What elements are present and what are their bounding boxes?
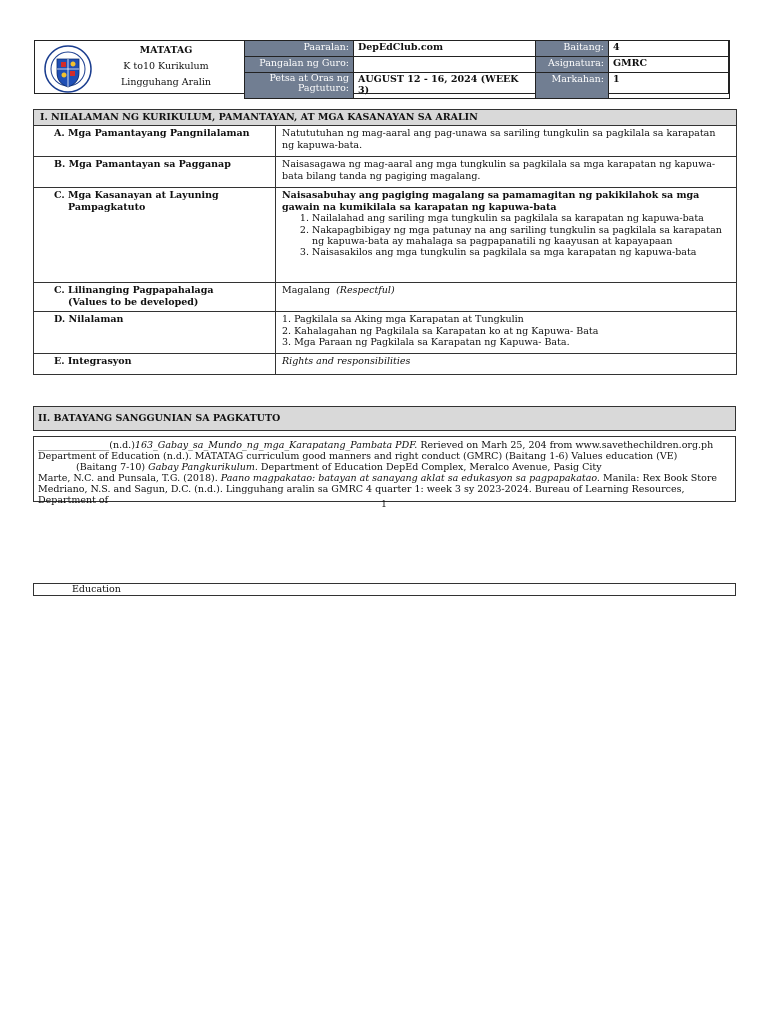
section-2-title: II. BATAYANG SANGGUNIAN SA PAGKATUTO bbox=[34, 407, 736, 431]
baitang-label: Baitang: bbox=[536, 41, 609, 57]
baitang-value: 4 bbox=[609, 41, 730, 57]
row-b-label: B. Mga Pamantayan sa Pagganap bbox=[34, 157, 276, 188]
reference-4: Medriano, N.S. and Sagun, D.C. (n.d.). Lingguhang aralin sa GMRC 4 quarter 1: week 3 sy 2023-2024. Bureau of Learning Resources, Department of bbox=[38, 484, 685, 506]
values-text-english: (Respectful) bbox=[336, 285, 395, 297]
row-c-label-line1: C. Mga Kasanayan at Layuning bbox=[54, 190, 219, 202]
row-values-label bbox=[34, 283, 276, 312]
objective-item: 1. Nailalahad ang sariling mga tungkulin sa pagkilala sa karapatan ng kapuwa-bata bbox=[312, 213, 730, 224]
reference-2 bbox=[38, 462, 731, 473]
objective-item: 2. Nakapagbibigay ng mga patunay na ang sariling tungkulin sa pagkilala sa karapatan ng kapuwa-bata ay mahalaga sa pagpapanatili ng kaayusan at kapayapaan bbox=[312, 225, 730, 248]
row-values-value bbox=[276, 283, 737, 312]
asignatura-value: GMRC bbox=[609, 57, 730, 73]
row-values-label-line2: (Values to be developed) bbox=[68, 296, 199, 308]
curriculum-section-table bbox=[33, 109, 737, 375]
reference-continuation: Education bbox=[33, 583, 736, 596]
brand-subtitle: Lingguhang Aralin bbox=[120, 77, 211, 88]
guro-value bbox=[354, 57, 536, 73]
reference-3 bbox=[38, 473, 731, 484]
deped-seal-icon bbox=[44, 45, 92, 93]
content-item: 1. Pagkilala sa Aking mga Karapatan at Tungkulin bbox=[282, 314, 524, 326]
row-a-label: A. Mga Pamantayang Pangnilalaman bbox=[34, 126, 276, 157]
brand-curriculum: K to10 Kurikulum bbox=[123, 61, 209, 72]
references-section-table bbox=[33, 406, 736, 431]
reference-3-authors: Marte, N.C. and Punsala, T.G. (2018). bbox=[38, 473, 221, 484]
reference-2-title: Gabay Pangkurikulum. bbox=[148, 462, 258, 473]
reference-1-title: 163_Gabay_sa_Mundo_ng_mga_Karapatang_Pambata PDF. bbox=[134, 440, 418, 451]
values-text: Magalang bbox=[282, 285, 331, 297]
reference-1-blank: _______________(n.d.) bbox=[38, 440, 135, 451]
row-c-intro: Naisasabuhay ang pagiging magalang sa pamamagitan ng pakikilahok sa mga gawain na kumikilala sa karapatan ng kapuwa-bata bbox=[282, 190, 700, 213]
row-c-label-line2: Pampagkatuto bbox=[68, 201, 146, 213]
reference-3-publisher: Manila: Rex Book Store bbox=[599, 473, 718, 484]
row-b-value: Naisasagawa ng mag-aaral ang mga tungkulin sa pagkilala sa mga karapatan ng kapuwa-bata bilang tanda ng pagiging magalang. bbox=[276, 157, 737, 188]
markahan-label: Markahan: bbox=[536, 73, 609, 99]
row-d-value bbox=[276, 312, 737, 354]
page-number: 1 bbox=[381, 500, 387, 510]
row-a-value: Natututuhan ng mag-aaral ang pag-unawa sa sariling tungkulin sa pagkilala sa karapatan ng kapuwa-bata. bbox=[276, 126, 737, 157]
content-item: 3. Mga Paraan ng Pagkilala sa Karapatan ng Kapuwa- Bata. bbox=[282, 337, 570, 349]
row-e-value: Rights and responsibilities bbox=[276, 354, 737, 375]
objective-item: 3. Naisasakilos ang mga tungkulin sa pagkilala sa mga karapatan ng kapuwa-bata bbox=[312, 247, 730, 258]
row-c-objectives-list bbox=[282, 213, 730, 259]
reference-1-rest: Rerieved on Marh 25, 204 from www.savethechildren.org.ph Department of Education (n.d.). MATATAG curriculum good manners and right conduct (GMRC) (Baitang 1-6) Values education (VE) bbox=[38, 440, 714, 462]
header-info-table bbox=[244, 40, 730, 99]
brand-block bbox=[112, 43, 220, 91]
guro-label: Pangalan ng Guro: bbox=[245, 57, 354, 73]
row-c-value bbox=[276, 188, 737, 283]
asignatura-label: Asignatura: bbox=[536, 57, 609, 73]
paaralan-label: Paaralan: bbox=[245, 41, 354, 57]
row-d-label: D. Nilalaman bbox=[34, 312, 276, 354]
content-item: 2. Kahalagahan ng Pagkilala sa Karapatan ko at ng Kapuwa- Bata bbox=[282, 325, 599, 337]
markahan-value: 1 bbox=[609, 73, 730, 99]
row-values-label-line1: C. Lilinanging Pagpapahalaga bbox=[54, 285, 214, 297]
row-e-label: E. Integrasyon bbox=[34, 354, 276, 375]
section-1-title: I. NILALAMAN NG KURIKULUM, PAMANTAYAN, AT MGA KASANAYAN SA ARALIN bbox=[34, 110, 737, 126]
paaralan-value: DepEdClub.com bbox=[354, 41, 536, 57]
row-c-label bbox=[34, 188, 276, 283]
reference-1 bbox=[38, 440, 731, 462]
reference-2-start: (Baitang 7-10) bbox=[76, 462, 149, 473]
petsa-label: Petsa at Oras ng Pagtuturo: bbox=[245, 73, 354, 99]
reference-3-title: Paano magpakatao: batayan at sanayang aklat sa edukasyon sa pagpapakatao. bbox=[220, 473, 600, 484]
reference-2-rest: Department of Education DepEd Complex, Meralco Avenue, Pasig City bbox=[257, 462, 602, 473]
references-box bbox=[33, 436, 736, 506]
brand-title: MATATAG bbox=[139, 45, 193, 56]
petsa-value: AUGUST 12 - 16, 2024 (WEEK 3) bbox=[354, 73, 536, 99]
